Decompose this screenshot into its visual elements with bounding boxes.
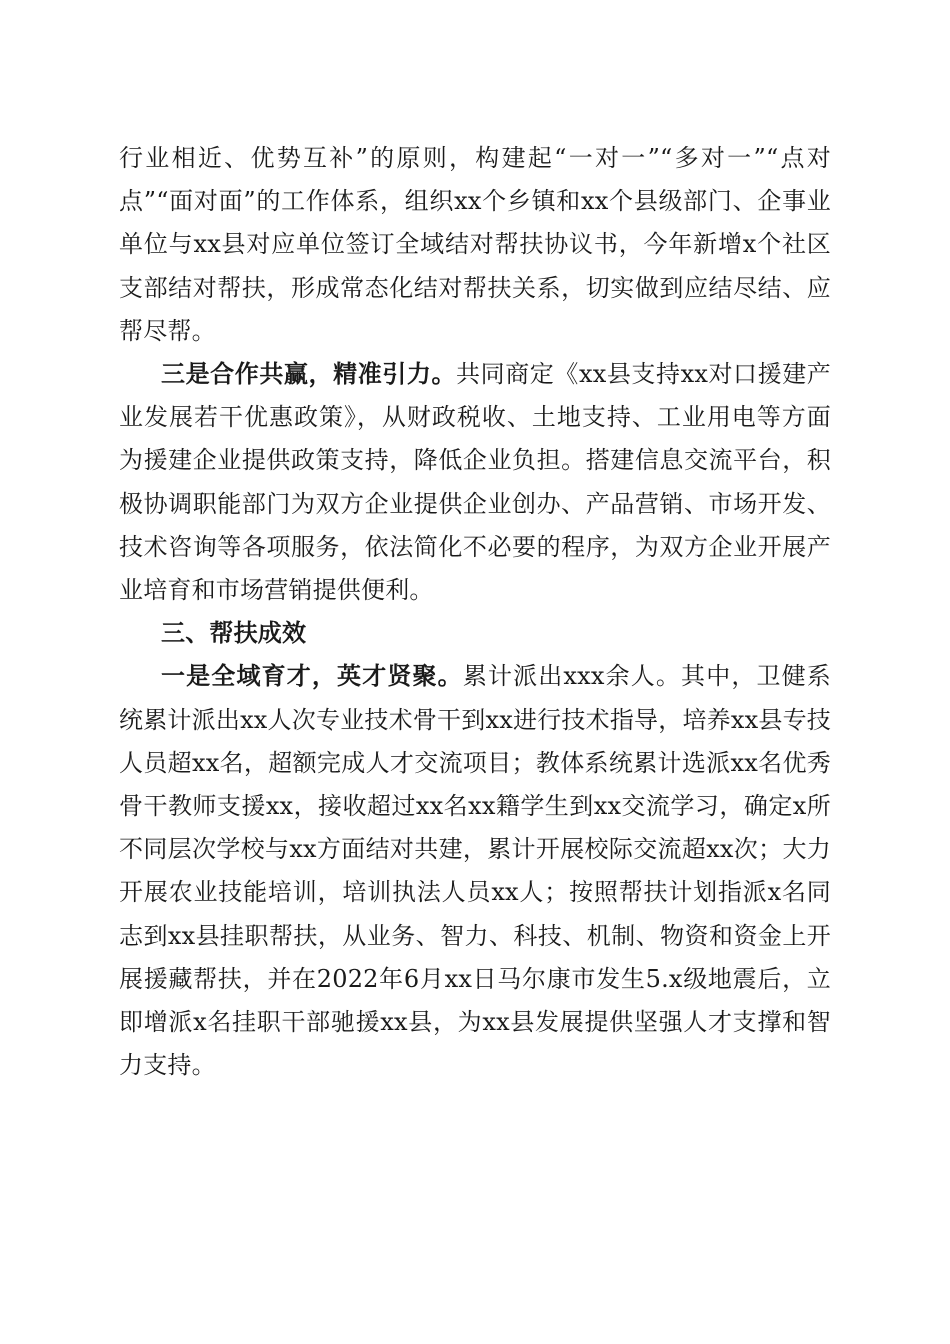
- paragraph-text: 行业相近、优势互补”的原则，构建起“一对一”“多对一”“点对点”“面对面”的工作体系，组织xx个乡镇和xx个县级部门、企事业单位与xx县对应单位签订全域结对帮扶协议书，今年新增x个社区支部结对帮扶，形成常态化结对帮扶关系，切实做到应结尽结、应帮尽帮。: [119, 144, 831, 345]
- document-body: [119, 137, 831, 1087]
- paragraph-lead: 三是合作共赢，精准引力。: [161, 360, 457, 389]
- paragraph-lead: 一是全域育才，英才贤聚。: [161, 662, 463, 691]
- paragraph-text: 累计派出xxx余人。其中，卫健系统累计派出xx人次专业技术骨干到xx进行技术指导，培养xx县专技人员超xx名，超额完成人才交流项目；教体系统累计选派xx名优秀骨干教师支援xx，接收超过xx名xx籍学生到xx交流学习，确定x所不同层次学校与xx方面结对共建，累计开展校际交流超xx次；大力开展农业技能培训，培训执法人员xx人；按照帮扶计划指派x名同志到xx县挂职帮扶，从业务、智力、科技、机制、物资和资金上开展援藏帮扶，并在2022年6月xx日马尔康市发生5.x级地震后，立即增派x名挂职干部驰援xx县，为xx县发展提供坚强人才支撑和智力支持。: [119, 662, 831, 1080]
- paragraph-text: 共同商定《xx县支持xx对口援建产业发展若干优惠政策》，从财政税收、土地支持、工业用电等方面为援建企业提供政策支持，降低企业负担。搭建信息交流平台，积极协调职能部门为双方企业提供企业创办、产品营销、市场开发、技术咨询等各项服务，依法简化不必要的程序，为双方企业开展产业培育和市场营销提供便利。: [119, 360, 831, 605]
- paragraph-cooperation: [119, 353, 831, 612]
- section-heading: 三、帮扶成效: [161, 619, 307, 648]
- paragraph-continuation: [119, 137, 831, 353]
- paragraph-talent: [119, 655, 831, 1087]
